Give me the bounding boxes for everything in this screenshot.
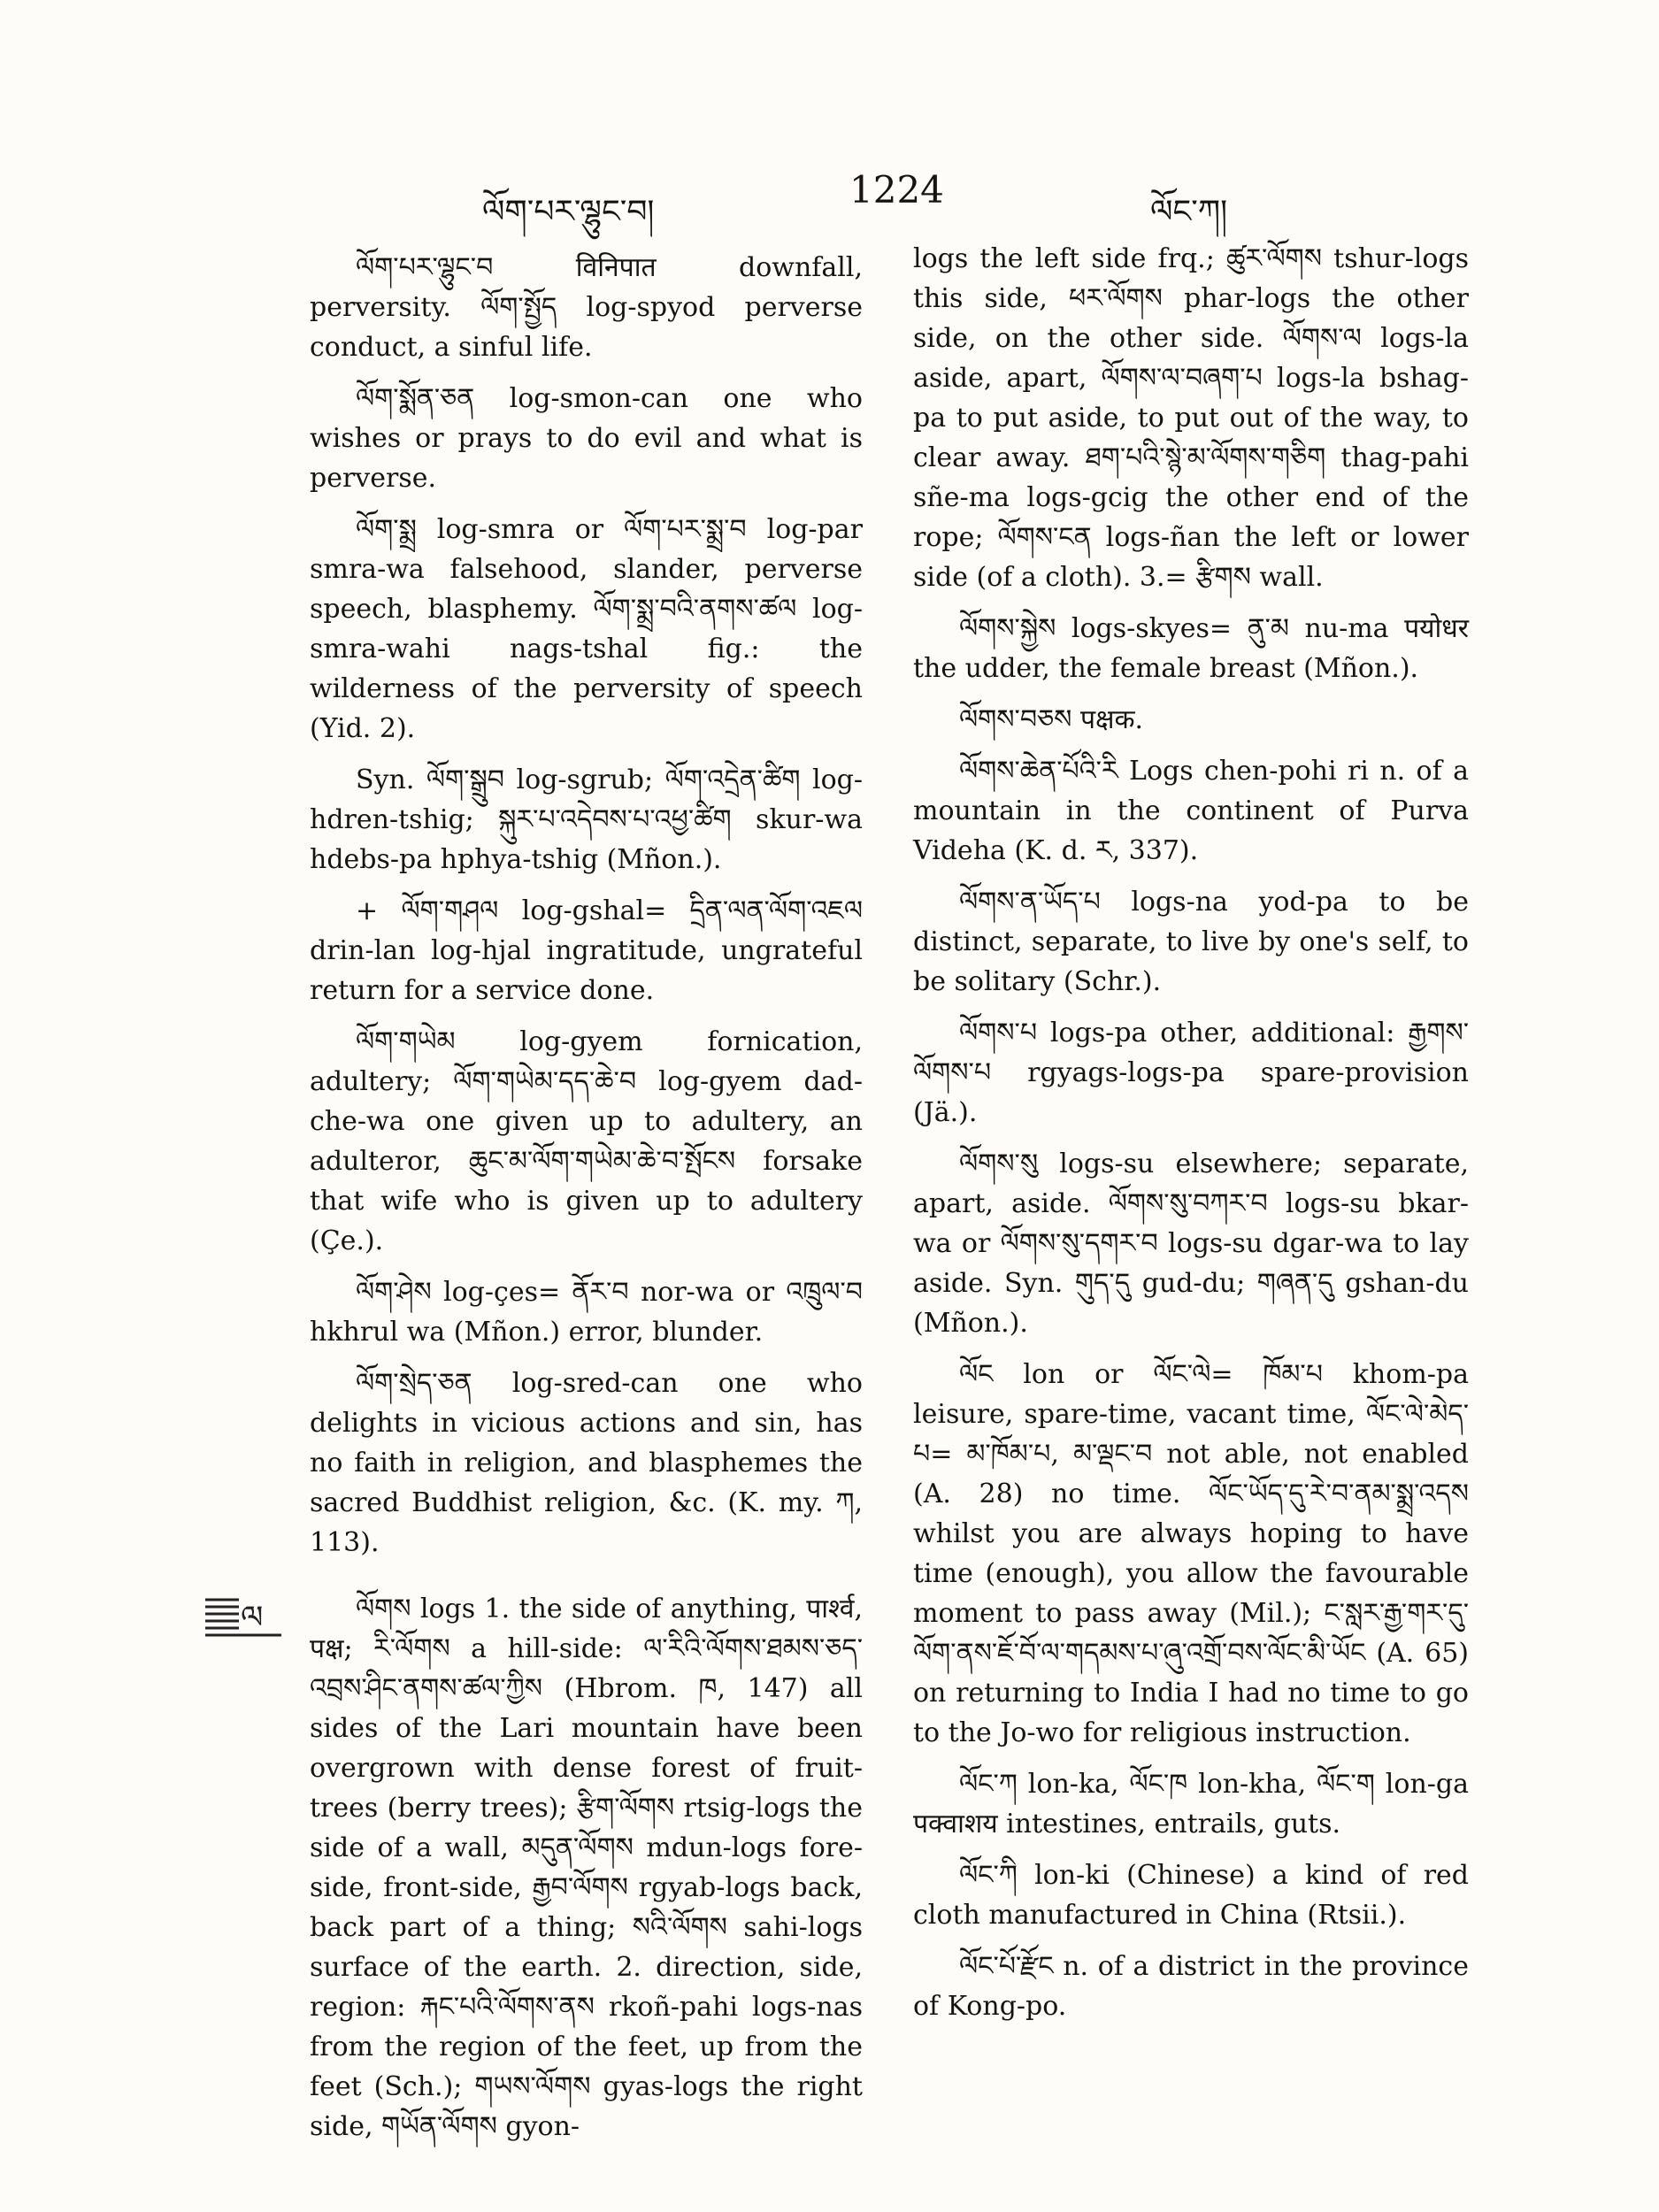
page-number: 1224 [849,168,944,211]
entry-lon: ལོང lon or ལོང་ལེ= ཁོམ་པ khom-pa leisure, spare-time, vacant time, ལོང་ལེ་མེད་པ= མ་ཁོམ་པ, མ་ལྡང་བ not able, not enabled (A. 28) no time. ལོང་ཡོད་དུ་རེ་བ་ནམ་སྨྲ་འདས whilst you are always hoping to have time (enough), you allow the favourable moment to pass away (Mil.); ང་སླར་རྒྱ་གར་དུ་ལོག་ནས་ཇོ་བོ་ལ་གདམས་པ་ཞུ་འགྲོ་བས་ལོང་མི་ཡོང (A. 65) on returning to India I had no time to go to the Jo-wo for religious instruction. [913,1359,1469,1748]
entry-logs-pa: ལོགས་པ logs-pa other, additional: རྒྱགས་ལོགས་པ rgyags-logs-pa spare-provision (Jä.). [913,1018,1469,1128]
entry-logs-na-yod-pa: ལོགས་ན་ཡོད་པ logs-na yod-pa to be distinct, separate, to live by one's self, to be solitary (Schr.). [913,887,1469,997]
entry-log-par-lhung-ba: ལོག་པར་ལྷུང་བ विनिपात downfall, perversity. ལོག་སྤྱོད log-spyod perverse conduct, a sinful life. [310,252,863,363]
entry-log-ces: ལོག་ཤེས log-çes= ནོར་བ nor-wa or འཁྲུལ་བ hkhrul wa (Mñon.) error, blunder. [310,1277,863,1348]
left-column [310,248,863,2158]
entry-log-smon-can: ལོག་སྨོན་ཅན log-smon-can one who wishes or prays to do evil and what is perverse. [310,383,863,494]
page-header [0,168,1659,230]
entry-log-sred-can: ལོག་སྲེད་ཅན log-sred-can one who delights in vicious actions and sin, has no faith in religion, and blasphemes the sacred Buddhist religion, &c. (K. my. ཀ, 113). [310,1368,863,1558]
svg-text:ལ: ལ [241,1600,264,1636]
entry-logs-continued: logs the left side frq.; ཚུར་ལོགས tshur-logs this side, ཕར་ལོགས phar-logs the other side, on the other side. ལོགས་ལ logs-la aside, apart, ལོགས་ལ་བཞག་པ logs-la bshag-pa to put aside, to put out of the way, to clear away. ཐག་པའི་སྙེ་མ་ལོགས་གཅིག thag-pahi sñe-ma logs-gcig the other end of the rope; ལོགས་ངན logs-ñan the left or lower side (of a cloth). 3.= རྩིགས wall. [913,243,1469,593]
entry-logs-su: ལོགས་སུ logs-su elsewhere; separate, apart, aside. ལོགས་སུ་བཀར་བ logs-su bkar-wa or ལོགས་སུ་དགར་བ logs-su dgar-wa to lay aside. Syn. གུད་དུ gud-du; གཞན་དུ gshan-du (Mñon.). [913,1148,1469,1339]
entry-log-gshal: + ལོག་གཤལ log-gshal= དྲིན་ལན་ལོག་འཇལ drin-lan log-hjal ingratitude, ungrateful return for a service done. [310,895,863,1006]
entry-log-smra: ལོག་སྨྲ log-smra or ལོག་པར་སྨྲ་བ log-par smra-wa falsehood, slander, perverse speech, blasphemy. ལོག་སྨྲ་བའི་ནགས་ཚལ log-smra-wahi nags-tshal fig.: the wilderness of the perversity of speech (Yid. 2). [310,514,863,744]
entry-lon-po-rdzong: ལོང་པོ་རྫོང n. of a district in the province of Kong-po. [913,1951,1469,2022]
entry-synonyms: Syn. ལོག་སྒྲུབ log-sgrub; ལོག་འདྲེན་ཚིག log-hdren-tshig; སྐུར་པ་འདེབས་པ་འཕྱ་ཚིག skur-wa hdebs-pa hphya-tshig (Mñon.). [310,764,863,875]
entry-logs-bcas: ལོགས་བཅས पक्षक. [959,704,1144,735]
section-marker-icon [204,1594,283,1637]
entry-logs-skyes: ལོགས་སྐྱེས logs-skyes= ནུ་མ nu-ma पयोधर the udder, the female breast (Mñon.). [913,613,1469,684]
entry-logs-chen-pohi-ri: ལོགས་ཆེན་པོའི་རི Logs chen-pohi ri n. of a mountain in the continent of Purva Videha (K. d. ར, 337). [913,756,1469,866]
entry-logs: ལོགས logs 1. the side of anything, पार्श्व, पक्ष; རི་ལོགས a hill-side: ལ་རིའི་ལོགས་ཐམས་ཅད་འབྲས་ཤིང་ནགས་ཚལ་ཀྱིས (Hbrom. ཁ, 147) all sides of the Lari mountain have been overgrown with dense forest of fruit-trees (berry trees); རྩིག་ལོགས rtsig-logs the side of a wall, མདུན་ལོགས mdun-logs fore-side, front-side, རྒྱབ་ལོགས rgyab-logs back, back part of a thing; སའི་ལོགས sahi-logs surface of the earth. 2. direction, side, region: རྐང་པའི་ལོགས་ནས rkoñ-pahi logs-nas from the region of the feet, up from the feet (Sch.); གཡས་ལོགས gyas-logs the right side, གཡོན་ལོགས gyon- [310,1594,863,2142]
header-left-word: ལོག་པར་ལྷུང་བ། [482,194,655,230]
right-column [913,239,1469,2038]
entry-log-gyem: ལོག་གཡེམ log-gyem fornication, adultery; ལོག་གཡེམ་དད་ཆེ་བ log-gyem dad-che-wa one given up to adultery, an adulteror, ཆུང་མ་ལོག་གཡེམ་ཆེ་བ་སྤོངས forsake that wife who is given up to adultery (Çe.). [310,1026,863,1256]
entry-lon-ki: ལོང་ཀི lon-ki (Chinese) a kind of red cloth manufactured in China (Rtsii.). [913,1860,1469,1931]
entry-lon-ka: ལོང་ཀ lon-ka, ལོང་ཁ lon-kha, ལོང་ག lon-ga पक्वाशय intestines, entrails, guts. [913,1769,1469,1839]
header-right-word: ལོང་ཀ། [1150,194,1228,230]
